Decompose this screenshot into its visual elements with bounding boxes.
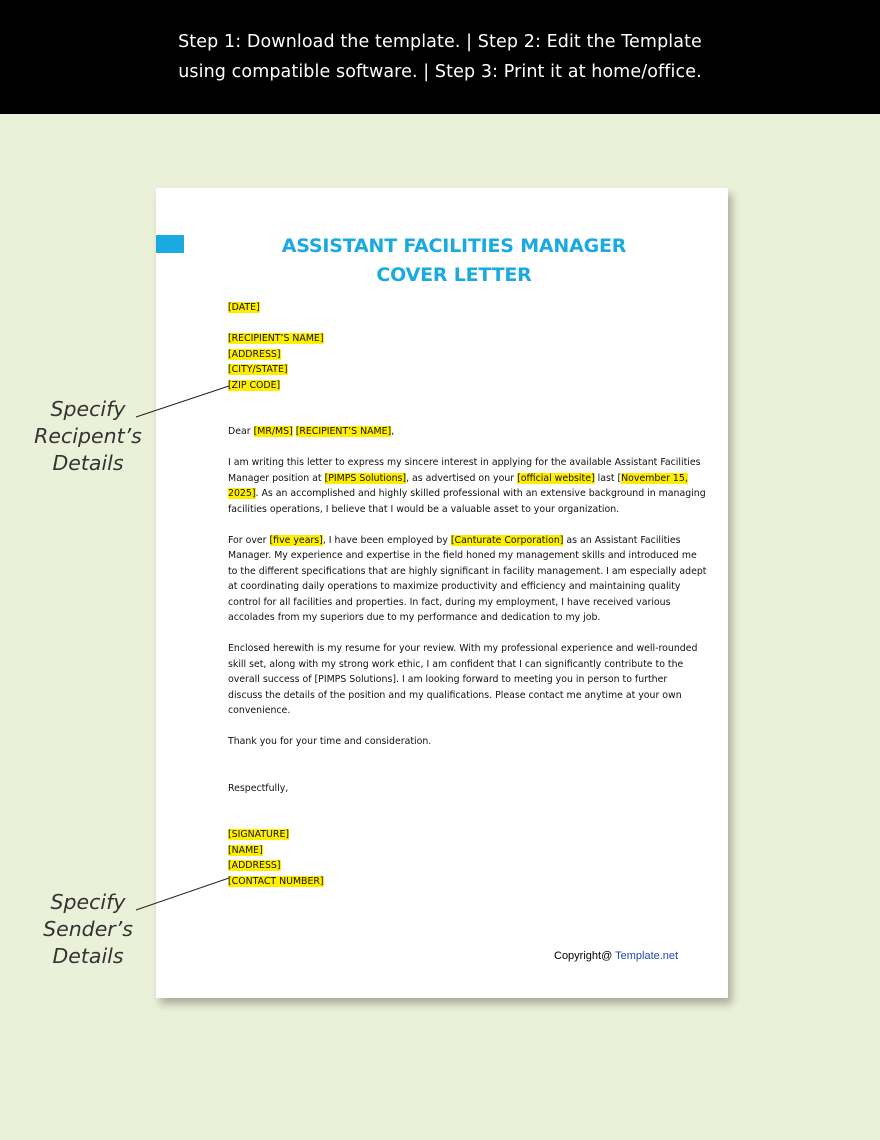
sender-contact-field[interactable]: [CONTACT NUMBER] — [228, 875, 324, 887]
p2-text: as an Assistant Facilities — [563, 534, 681, 546]
recipient-address-field[interactable]: [ADDRESS] — [228, 348, 281, 360]
copyright-prefix: Copyright@ — [554, 950, 616, 962]
sender-address-field[interactable]: [ADDRESS] — [228, 860, 281, 871]
recipient-details-callout — [28, 396, 148, 477]
employer-field[interactable]: [Canturate Corporation] — [450, 534, 564, 546]
callout-line: Sender’s — [43, 917, 133, 941]
callout-line: Specify — [50, 890, 126, 914]
thanks-line: Thank you for your time and consideration. — [228, 736, 432, 747]
years-field[interactable]: [five years] — [269, 534, 323, 546]
salutation-suffix: , — [391, 426, 395, 437]
p3-line: Enclosed herewith is my resume for your review. With my professional experience and well-rounded — [228, 643, 698, 654]
p1-line: I am writing this letter to express my sincere interest in applying for the available Assistant Facilities — [228, 457, 701, 468]
title-line-1: ASSISTANT FACILITIES MANAGER — [281, 235, 627, 257]
p1-text: Manager position at — [228, 472, 325, 484]
banner-line-2: using compatible software. | Step 3: Print it at home/office. — [178, 62, 702, 82]
sender-details-callout — [28, 889, 148, 970]
p3-line: skill set, along with my strong work ethic, I am confident that I can significantly contribute to the — [228, 658, 684, 670]
date-field[interactable]: [DATE] — [228, 302, 260, 313]
recipient-city-state-field[interactable]: [CITY/STATE] — [228, 364, 288, 375]
recipient-name-field[interactable]: [RECIPIENT’S NAME] — [228, 333, 324, 344]
p1-line: facilities operations, I believe that I would be a valuable asset to your organization. — [228, 503, 620, 515]
callout-line: Details — [52, 451, 124, 475]
p2-line: Manager. My experience and expertise in the field honed my management skills and introduced me — [228, 550, 697, 561]
recipient-zip-field[interactable]: [ZIP CODE] — [228, 379, 281, 391]
p2-text: , I have been employed by — [322, 534, 451, 546]
salutation-title-field[interactable]: [MR/MS] — [253, 426, 293, 437]
p3-line: convenience. — [228, 705, 291, 716]
title-line-2: COVER LETTER — [376, 264, 532, 286]
callout-line: Specify — [50, 397, 126, 421]
sender-name-field[interactable]: [NAME] — [228, 844, 263, 856]
p3-line: discuss the details of the position and my qualifications. Please contact me anytime at your own — [228, 689, 682, 701]
closing-line: Respectfully, — [228, 782, 289, 794]
posting-date-field[interactable]: November 15, — [621, 472, 688, 484]
salutation-prefix: Dear — [228, 426, 254, 437]
posting-date-field-cont[interactable]: 2025] — [228, 488, 256, 499]
sender-leader-line — [136, 878, 229, 910]
callout-line: Recipent’s — [34, 424, 142, 448]
salutation-name-field[interactable]: [RECIPIENT’S NAME] — [295, 426, 392, 437]
p2-line: accolades from my superiors due to my performance and dedication to my job. — [228, 612, 601, 623]
p2-line: at coordinating daily operations to maximize productivity and efficiency and maintaining quality — [228, 581, 681, 592]
recipient-leader-line — [136, 386, 229, 417]
p2-text: For over — [228, 534, 270, 546]
source-field[interactable]: [official website] — [517, 472, 595, 484]
p2-line: to the different specifications that are highly significant in facility management. I am especially adept — [228, 565, 707, 577]
p1-text: . As an accomplished and highly skilled professional with an extensive background in managing — [255, 488, 706, 499]
p1-text: last [ — [594, 472, 622, 484]
callout-line: Details — [52, 944, 124, 968]
company-field[interactable]: [PIMPS Solutions] — [324, 472, 407, 484]
p1-text: , as advertised on your — [406, 472, 518, 484]
template-net-link[interactable]: Template.net — [615, 950, 679, 962]
p2-line: control for all facilities and properties. In fact, during my employment, I have received various — [228, 596, 671, 608]
banner-line-1: Step 1: Download the template. | Step 2: Edit the Template — [178, 32, 702, 52]
signature-field[interactable]: [SIGNATURE] — [228, 829, 290, 840]
p3-line: overall success of [PIMPS Solutions]. I am looking forward to meeting you in person to further — [228, 674, 668, 685]
